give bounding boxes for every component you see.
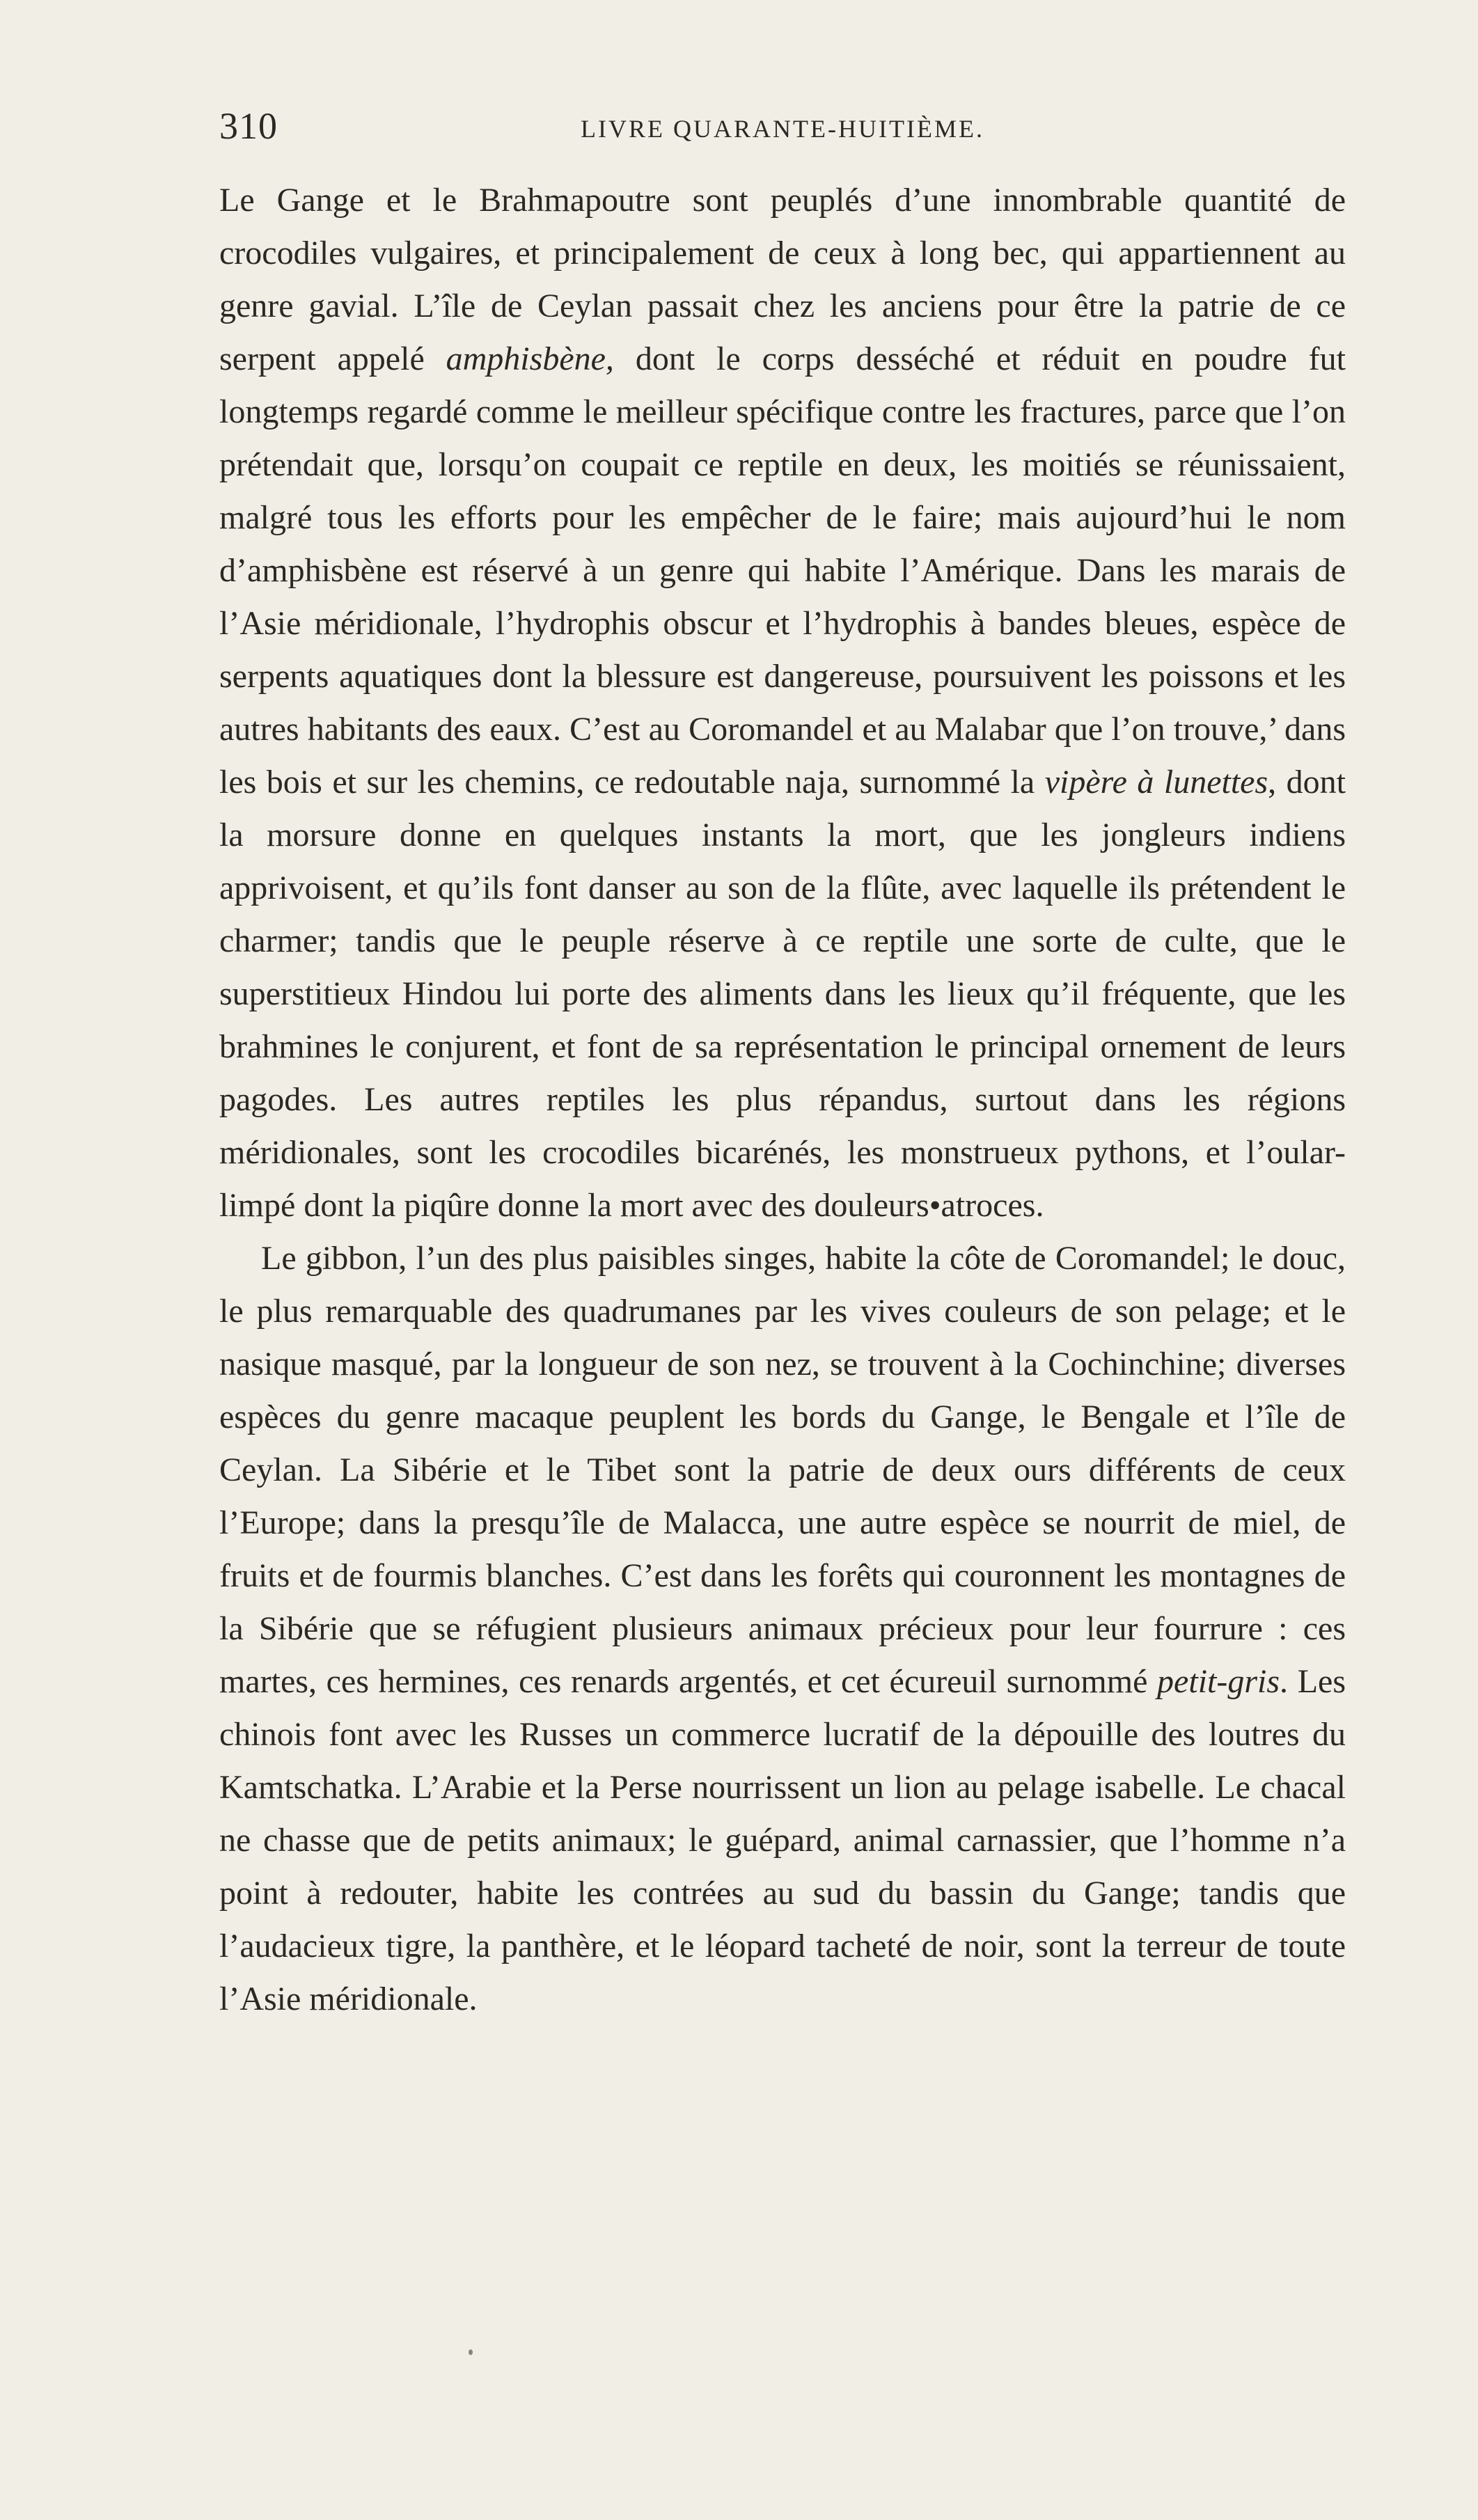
page-number: 310 [219, 105, 278, 147]
italic-term-petit-gris: petit-gris [1157, 1663, 1280, 1700]
text-segment: Le gibbon, l’un des plus paisibles singes, habite la côte de Coromandel; le douc, le plus remarquable des quadrumanes par les vives couleurs de son pelage; et le nasique masqué, par la longueur de son nez, se trouvent à la Cochinchine; diverses espèces du genre macaque peuplent les bords du Gange, le Bengale et l’île de Ceylan. La Sibérie et le Tibet sont la patrie de deux ours différents de ceux l’Europe; dans la presqu’île de Malacca, une autre espèce se nourrit de miel, de fruits et de fourmis blanches. C’est dans les forêts qui couronnent les montagnes de la Sibérie que se réfugient plusieurs animaux précieux pour leur fourrure : ces martes, ces hermines, ces renards argentés, et cet écureuil surnommé [219, 1240, 1346, 1700]
running-head [219, 104, 1346, 146]
italic-term-amphisbene: amphisbène, [446, 340, 614, 377]
text-segment: . Les chinois font avec les Russes un commerce lucratif de la dépouille des loutres du Kamtschatka. L’Arabie et la Perse nourrissent un lion au pelage isabelle. Le chacal ne chasse que de petits animaux; le guépard, animal carnassier, que l’homme n’a point à redouter, habite les contrées au sud du bassin du Gange; tandis que l’audacieux tigre, la panthère, et le léopard tacheté de noir, sont la terreur de toute l’Asie méridionale. [219, 1663, 1346, 2017]
paragraph-mammals [219, 1232, 1346, 2026]
body-text [219, 174, 1346, 2026]
italic-term-vipere: vipère à lunettes [1044, 764, 1268, 801]
ink-speck [469, 2349, 473, 2355]
chapter-header-title: LIVRE QUARANTE-HUITIÈME. [581, 115, 984, 143]
text-segment: dont le corps desséché et réduit en poudre fut longtemps regardé comme le meilleur spécifique contre les fractures, parce que l’on prétendait que, lorsqu’on coupait ce reptile en deux, les moitiés se réunissaient, malgré tous les efforts pour les empêcher de le faire; mais aujourd’hui le nom d’amphisbène est réservé à un genre qui habite l’Amérique. Dans les marais de l’Asie méridionale, l’hydrophis obscur et l’hydrophis à bandes bleues, espèce de serpents aquatiques dont la blessure est dangereuse, poursuivent les poissons et les autres habitants des eaux. C’est au Coromandel et au Malabar que l’on trouve,’ dans les bois et sur les chemins, ce redoutable naja, surnommé la [219, 340, 1346, 801]
text-segment: Le Gange et le Brahmapoutre sont peuplés d’une innombrable quantité de crocodiles vulgaires, et principalement de ceux à long bec, qui appartiennent au genre gavial. L’île de Ceylan passait chez les anciens pour être la patrie de ce serpent appelé [219, 182, 1346, 377]
paragraph-reptiles [219, 174, 1346, 1232]
text-segment: , dont la morsure donne en quelques instants la mort, que les jongleurs indiens apprivoisent, et qu’ils font danser au son de la flûte, avec laquelle ils prétendent le charmer; tandis que le peuple réserve à ce reptile une sorte de culte, que le superstitieux Hindou lui porte des aliments dans les lieux qu’il fréquente, que les brahmines le conjurent, et font de sa représentation le principal ornement de leurs pagodes. Les autres reptiles les plus répandus, surtout dans les régions méridionales, sont les crocodiles bicarénés, les monstrueux pythons, et l’oular-limpé dont la piqûre donne la mort avec des douleurs•atroces. [219, 764, 1346, 1224]
